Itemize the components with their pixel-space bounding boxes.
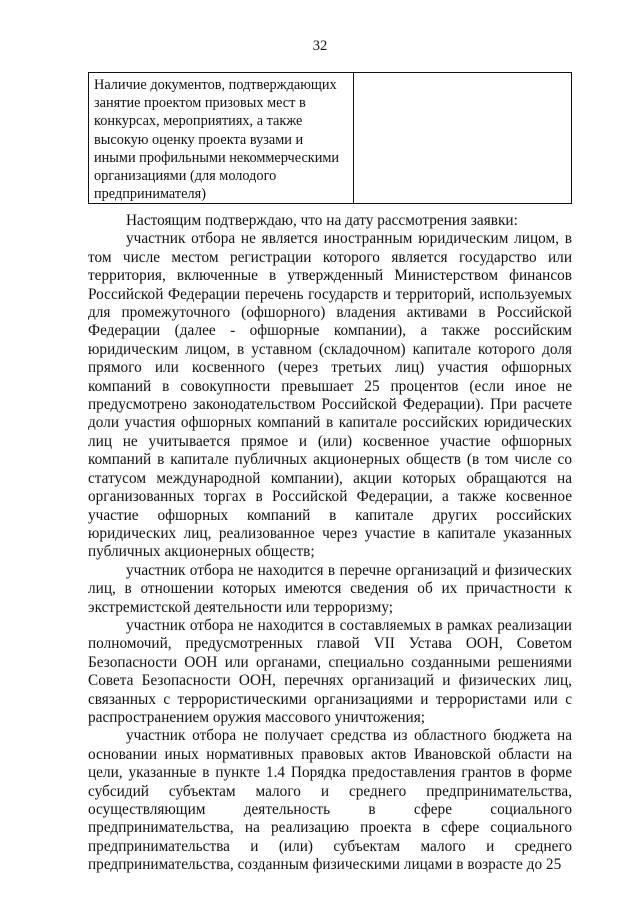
- paragraph-un-sanctions: участник отбора не находится в составляемых в рамках реализации полномочий, предусмотренных главой VII Устава ООН, Советом Безопасности ООН или органами, специально созданными решениями Совета Безопасности ООН, перечнях организаций и физических лиц, связанных с террористическими организациями и террористами или с распространением оружия массового уничтожения;: [88, 616, 572, 726]
- paragraph-offshore: участник отбора не является иностранным юридическим лицом, в том числе местом регистрации которого является государство или территория, включенные в утвержденный Министерством финансов Российской Федерации перечень государств и территорий, используемых для промежуточного (офшорного) владения активами в Российской Федерации (далее - офшорные компании), а также российским юридическим лицом, в уставном (складочном) капитале которого доля прямого или косвенного (через третьих лиц) участия офшорных компаний в совокупности превышает 25 процентов (если иное не предусмотрено законодательством Российской Федерации). При расчете доли участия офшорных компаний в капитале российских юридических лиц не учитывается прямое и (или) косвенное участие офшорных компаний в капитале публичных акционерных обществ (в том числе со статусом международной компании), акции которых обращаются на организованных торгах в Российской Федерации, а также косвенное участие офшорных компаний в капитале других российских юридических лиц, реализованное через участие в капитале указанных публичных акционерных обществ;: [88, 230, 572, 561]
- criteria-table: [88, 72, 572, 204]
- value-cell: [354, 73, 572, 204]
- paragraph-budget-funds: участник отбора не получает средства из областного бюджета на основании иных нормативных правовых актов Ивановской области на цели, указанные в пункте 1.4 Порядка предоставления грантов в форме субсидий субъектам малого и среднего предпринимательства, осуществляющим деятельность в сфере социального предпринимательства, на реализацию проекта в сфере социального предпринимательства и (или) субъектам малого и среднего предпринимательства, созданным физическими лицами в возрасте до 25: [88, 727, 572, 874]
- document-body: [88, 212, 572, 875]
- criterion-cell: Наличие документов, подтверждающих занятие проектом призовых мест в конкурсах, мероприятиях, а также высокую оценку проекта вузами и иными профильными некоммерческими организациями (для молодого предпринимателя): [89, 73, 354, 204]
- paragraph-intro: Настоящим подтверждаю, что на дату рассмотрения заявки:: [126, 212, 518, 229]
- paragraph-extremism: участник отбора не находится в перечне организаций и физических лиц, в отношении которых имеются сведения об их причастности к экстремистской деятельности или терроризму;: [88, 561, 572, 616]
- table-row: [89, 73, 572, 204]
- page-number: 32: [312, 38, 328, 54]
